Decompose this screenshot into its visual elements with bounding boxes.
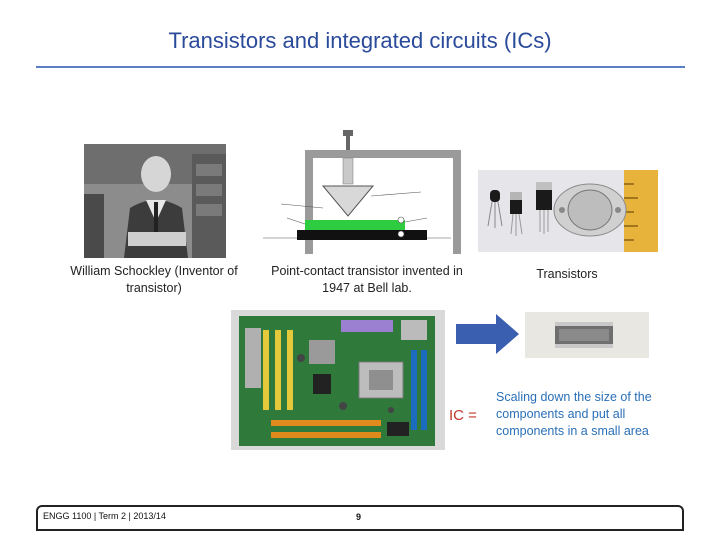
- caption-transistors: Transistors: [536, 267, 598, 281]
- title-divider: [36, 66, 685, 68]
- transistors-photo-image: [478, 170, 658, 252]
- point-contact-diagram-image: [251, 128, 463, 260]
- point-contact-diagram: [251, 128, 463, 260]
- transistors-photo: [478, 170, 658, 252]
- arrow-icon: [456, 312, 520, 356]
- shockley-photo-image: [84, 144, 226, 258]
- caption-point-contact: Point-contact transistor invented in 1947 at Bell lab.: [271, 264, 463, 295]
- ic-chip-photo-image: [525, 312, 649, 358]
- ic-label: IC =: [449, 407, 477, 424]
- motherboard-photo-image: [231, 310, 445, 450]
- caption-shockley: William Schockley (Inventor of transistor): [70, 264, 238, 295]
- ic-chip-photo: [525, 312, 649, 358]
- slide-title: Transistors and integrated circuits (ICs): [168, 28, 552, 53]
- page-number: 9: [356, 512, 362, 522]
- shockley-photo: [84, 144, 226, 258]
- motherboard-photo: [231, 310, 445, 450]
- scaling-description: Scaling down the size of the components and put all components in a small area: [496, 390, 652, 438]
- footer-course: ENGG 1100 | Term 2 | 2013/14: [43, 511, 166, 521]
